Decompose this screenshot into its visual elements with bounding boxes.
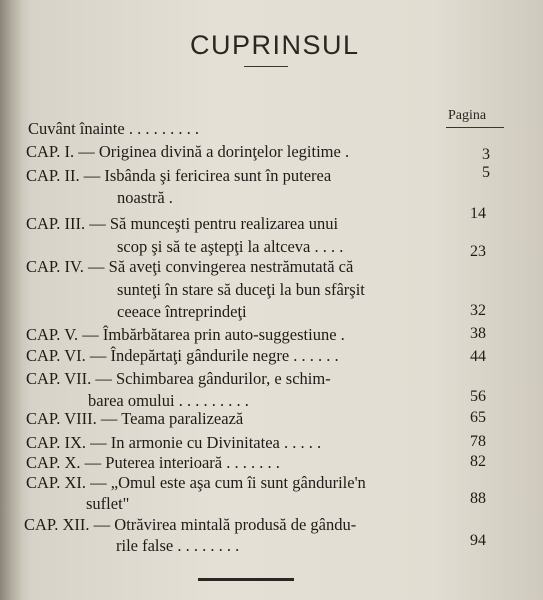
toc-line-cap6: CAP. VI. — Îndepărtaţi gândurile negre . . . . . . (26, 346, 339, 365)
toc-line-cap11-b: suflet" (86, 494, 130, 513)
page-number: 32 (470, 302, 486, 319)
toc-line-cap1: CAP. I. — Originea divină a dorinţelor legitime . (26, 142, 350, 161)
toc-line-cap3-b: scop şi să te aştepţi la altceva . . . . (117, 237, 344, 256)
page-number: 3 (482, 146, 490, 163)
page-number: 5 (482, 164, 490, 181)
page-title: CUPRINSUL (190, 30, 360, 60)
page-gutter-shadow (0, 0, 22, 600)
toc-line-cap7-b: barea omului . . . . . . . . . (88, 391, 249, 410)
page-column-header: Pagina (448, 108, 487, 123)
page-number: 78 (470, 433, 486, 450)
toc-line-cap12-b: rile false . . . . . . . . (116, 536, 240, 555)
toc-line-cap4-b: sunteţi în stare să duceţi la bun sfârşit (117, 280, 365, 299)
toc-line-cap2-a: CAP. II. — Isbânda şi fericirea sunt în puterea (26, 166, 332, 185)
bottom-divider (198, 578, 294, 581)
page-number: 23 (470, 243, 486, 260)
page-number: 56 (470, 388, 486, 405)
toc-line-cap7-a: CAP. VII. — Schimbarea gândurilor, e schim- (26, 369, 331, 388)
toc-line-cap12-a: CAP. XII. — Otrăvirea mintală produsă de gându- (24, 515, 357, 534)
page-column-rule (446, 127, 504, 128)
page-number: 44 (470, 348, 486, 365)
page-number: 82 (470, 453, 486, 470)
toc-line-foreword: Cuvânt înainte . . . . . . . . . (28, 119, 199, 138)
toc-line-cap4-a: CAP. IV. — Să aveţi convingerea nestrămutată că (26, 257, 354, 276)
toc-line-cap8: CAP. VIII. — Teama paralizează (26, 409, 244, 428)
toc-line-cap4-c: ceeace întreprindeţi (117, 302, 247, 321)
page-number: 94 (470, 532, 486, 549)
title-divider (244, 66, 288, 67)
toc-line-cap10: CAP. X. — Puterea interioară . . . . . . . (26, 453, 280, 472)
page-number: 88 (470, 490, 486, 507)
toc-line-cap2-b: noastră . (117, 188, 173, 207)
toc-line-cap11-a: CAP. XI. — „Omul este aşa cum îi sunt gândurile'n (26, 473, 366, 492)
page-number: 38 (470, 325, 486, 342)
page-number: 14 (470, 205, 486, 222)
page-number: 65 (470, 409, 486, 426)
toc-line-cap3-a: CAP. III. — Să munceşti pentru realizarea unui (26, 214, 339, 233)
toc-line-cap5: CAP. V. — Îmbărbătarea prin auto-suggestiune . (26, 325, 345, 344)
toc-line-cap9: CAP. IX. — In armonie cu Divinitatea . . . . . (26, 433, 322, 452)
